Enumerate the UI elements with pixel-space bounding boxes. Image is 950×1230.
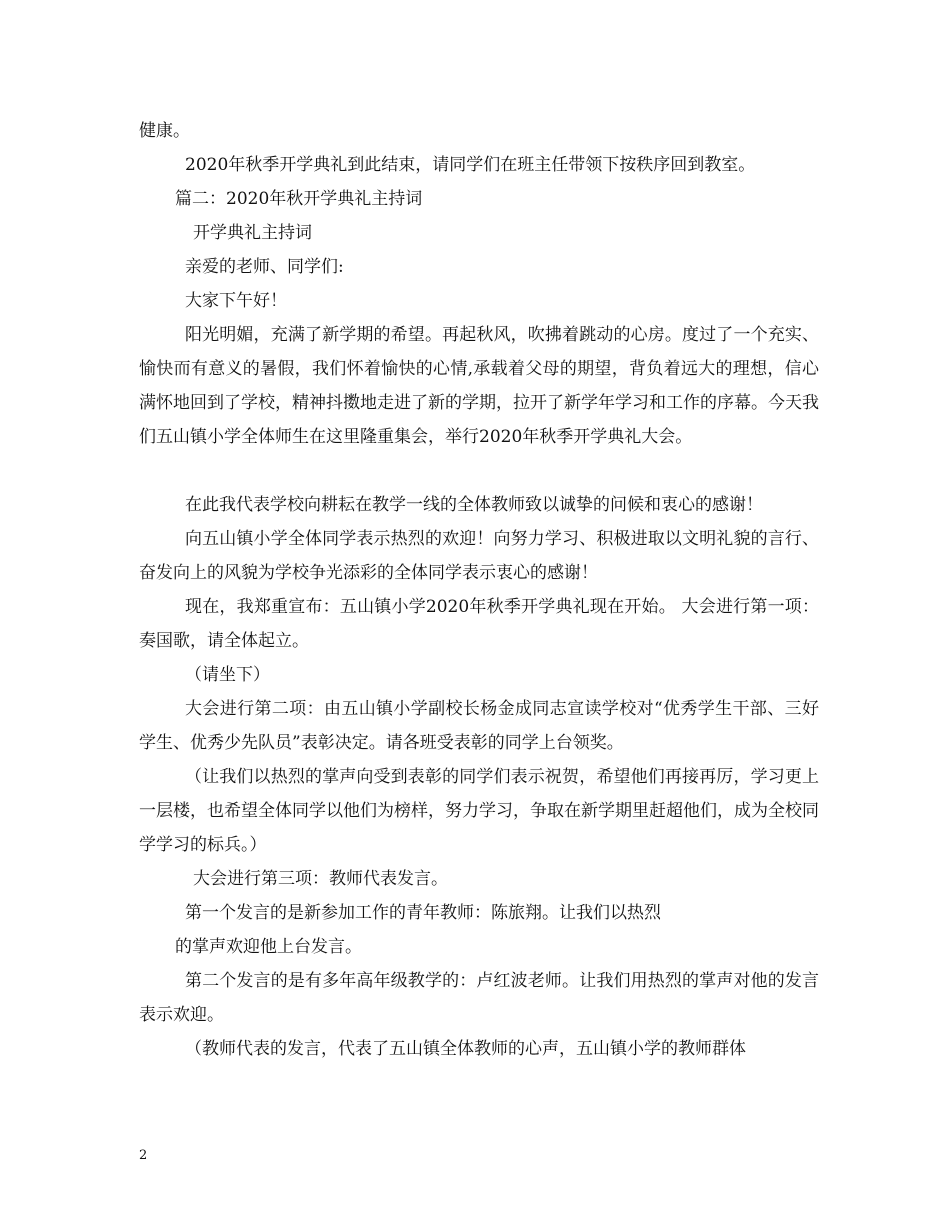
paragraph-thanks-teachers: 在此我代表学校向耕耘在教学一线的全体教师致以诚挚的问候和衷心的感谢！	[185, 495, 763, 515]
salutation: 亲爱的老师、同学们:	[185, 257, 344, 277]
section-title: 开学典礼主持词	[193, 223, 312, 243]
paragraph-item-three: 大会进行第三项：教师代表发言。	[193, 869, 448, 889]
paragraph-teacher-speech: （教师代表的发言，代表了五山镇全体教师的心声，五山镇小学的教师群体	[185, 1039, 746, 1059]
paragraph-opening: 阳光明媚，充满了新学期的希望。再起秋风，吹拂着跳动的心房。度过了一个充实、愉快而有意义的暑假，我们怀着愉快的心情,承载着父母的期望，背负着远大的理想，信心满怀地回到了学校，精神抖擞地走进了新的学期，拉开了新学年学习和工作的序幕。今天我们五山镇小学全体师生在这里隆重集会，举行2020年秋季开学典礼大会。	[139, 325, 819, 447]
paragraph-1: 健康。	[139, 121, 190, 141]
paragraph-welcome-students: 向五山镇小学全体同学表示热烈的欢迎！向努力学习、积极进取以文明礼貌的言行、奋发向上的风貌为学校争光添彩的全体同学表示衷心的感谢！	[139, 529, 819, 583]
paragraph-please-sit: （请坐下）	[185, 665, 270, 685]
section-heading: 篇二：2020年秋开学典礼主持词	[175, 189, 423, 209]
paragraph-first-speaker-cont: 的掌声欢迎他上台发言。	[175, 937, 362, 957]
greeting: 大家下午好！	[185, 291, 287, 311]
paragraph-first-speaker: 第一个发言的是新参加工作的青年教师：陈旅翔。让我们以热烈	[185, 903, 661, 923]
paragraph-item-two: 大会进行第二项：由五山镇小学副校长杨金成同志宣读学校对“优秀学生干部、三好学生、优秀少先队员”表彰决定。请各班受表彰的同学上台领奖。	[139, 699, 819, 753]
page-number: 2	[139, 1148, 148, 1163]
paragraph-applause: （让我们以热烈的掌声向受到表彰的同学们表示祝贺，希望他们再接再厉，学习更上一层楼，也希望全体同学以他们为榜样，努力学习，争取在新学期里赶超他们，成为全校同学学习的标兵。）	[139, 767, 819, 855]
paragraph-second-speaker: 第二个发言的是有多年高年级教学的：卢红波老师。让我们用热烈的掌声对他的发言表示欢迎。	[139, 971, 819, 1025]
paragraph-2: 2020年秋季开学典礼到此结束，请同学们在班主任带领下按秩序回到教室。	[185, 155, 756, 175]
paragraph-announcement: 现在，我郑重宣布：五山镇小学2020年秋季开学典礼现在开始。 大会进行第一项：奏国歌，请全体起立。	[139, 597, 819, 651]
